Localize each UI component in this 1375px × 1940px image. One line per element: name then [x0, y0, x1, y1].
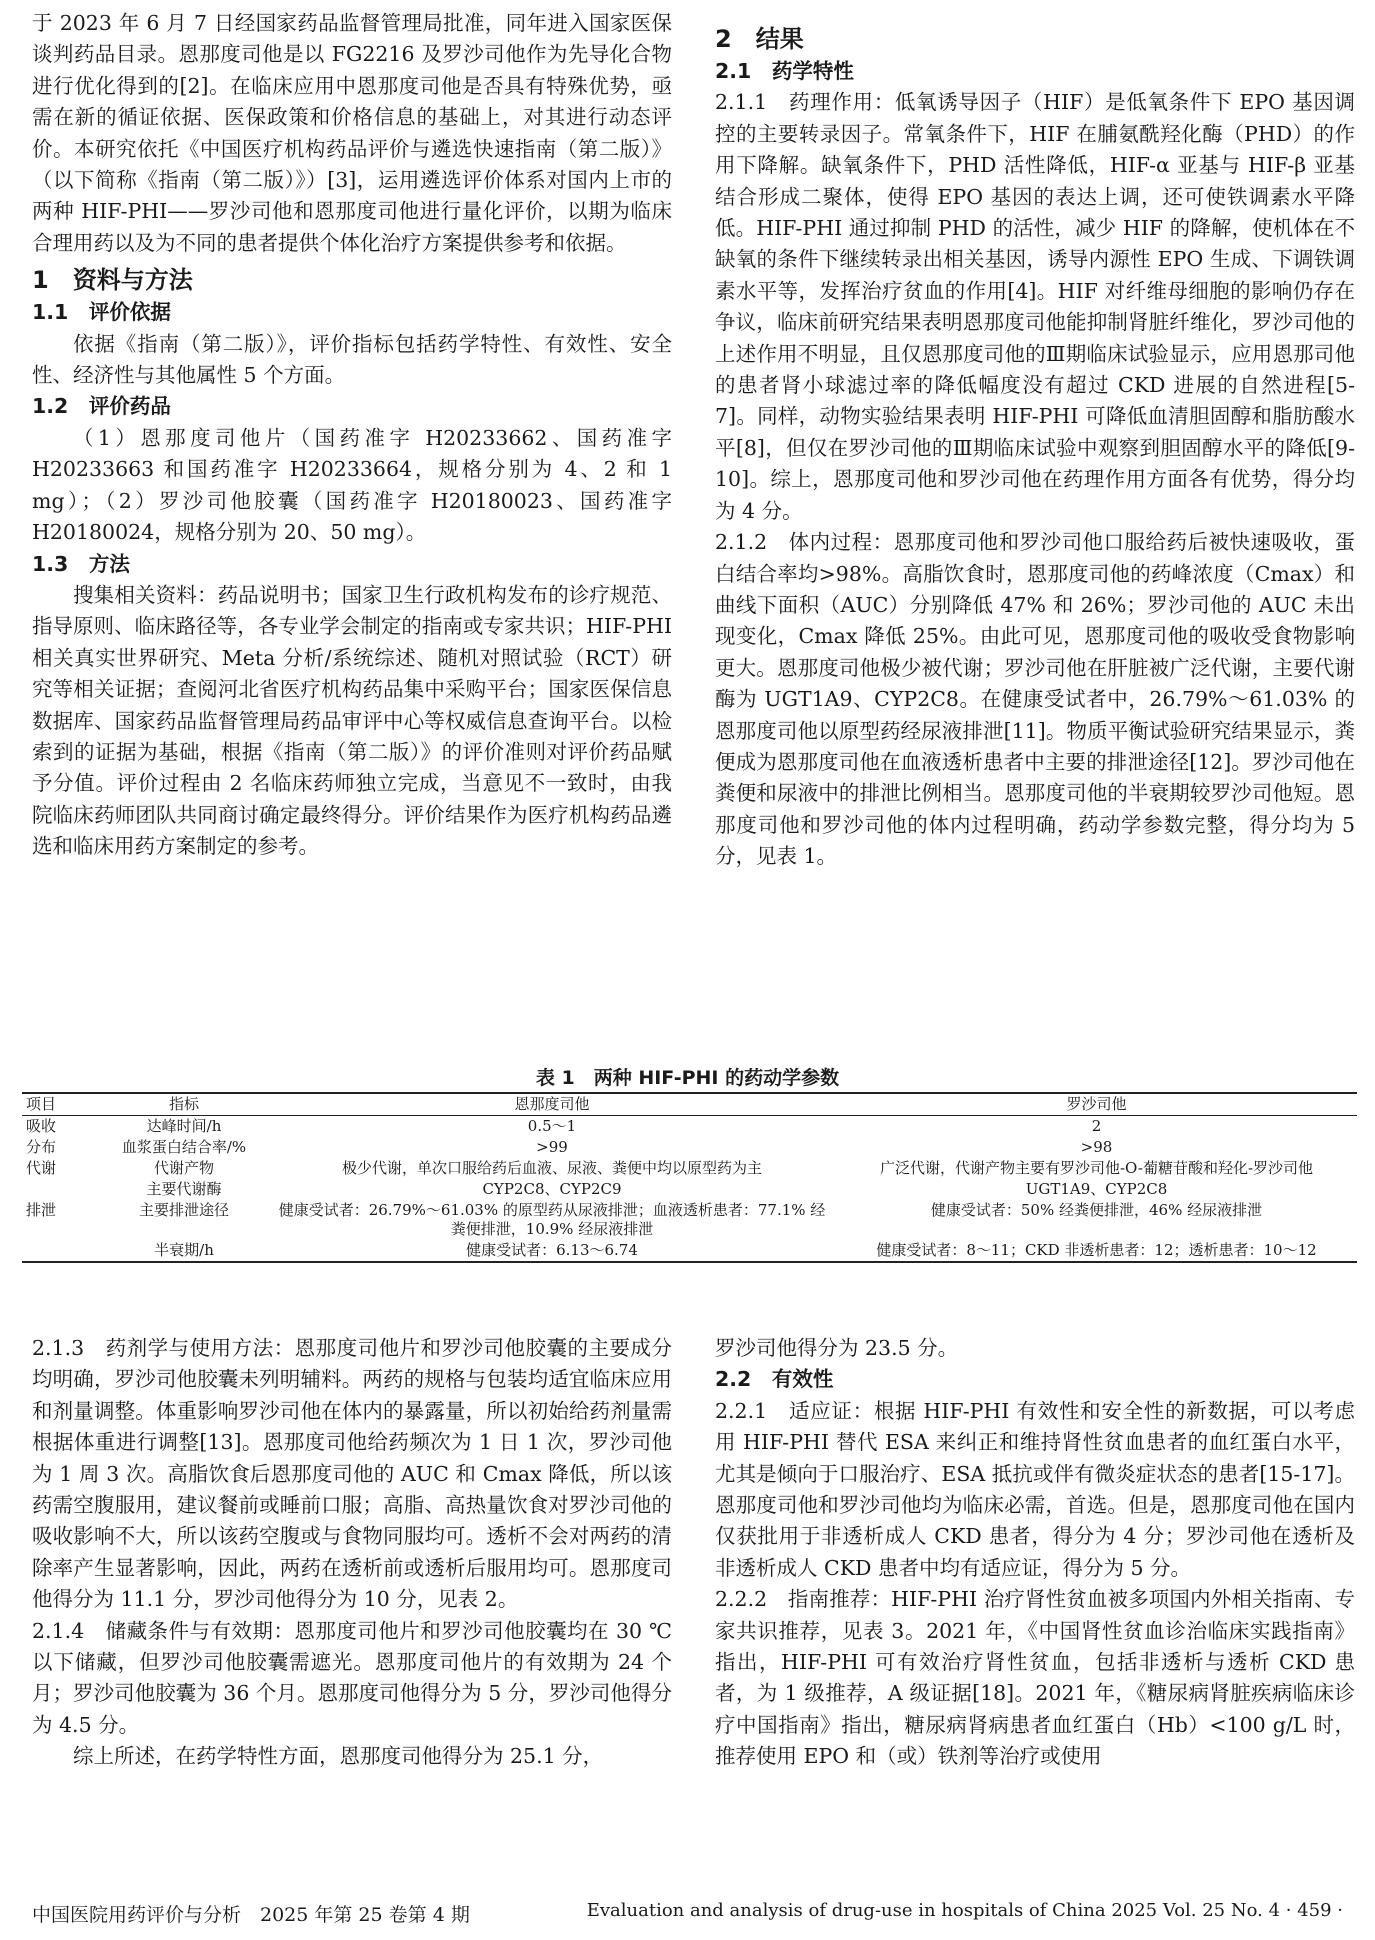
- left-column-bottom: [32, 1333, 672, 1773]
- section-2-1-3-body: 2.1.3 药剂学与使用方法：恩那度司他片和罗沙司他胶囊的主要成分均明确，罗沙司他胶囊未列明辅料。两药的规格与包装均适宜临床应用和剂量调整。体重影响罗沙司他在体内的暴露量，所以初始给药剂量需根据体重进行调整[13]。恩那度司他给药频次为 1 日 1 次，罗沙司他为 1 周 3 次。高脂饮食后恩那度司他的 AUC 和 Cmax 降低，所以该药需空腹服用，建议餐前或睡前口服；高脂、高热量饮食对罗沙司他的吸收影响不大，所以该药空腹或与食物同服均可。透析不会对两药的清除率产生显著影响，因此，两药在透析前或透析后服用均可。恩那度司他得分为 11.1 分，罗沙司他得分为 10 分，见表 2。: [32, 1336, 672, 1612]
- summary-paragraph: 综上所述，在药学特性方面，恩那度司他得分为 25.1 分，: [73, 1744, 604, 1769]
- table-cell: 健康受试者：8～11；CKD 非透析患者：12；透析患者：10～12: [836, 1240, 1357, 1262]
- table-1-caption: 表 1 两种 HIF-PHI 的药动学参数: [535, 1067, 840, 1089]
- section-1-heading: 1 资料与方法: [32, 266, 193, 295]
- table-cell: 主要代谢酶: [146, 1180, 222, 1198]
- summary-continuation: 罗沙司他得分为 23.5 分。: [715, 1336, 959, 1360]
- table-cell: 分布: [26, 1138, 57, 1156]
- section-1-1-body: 依据《指南（第二版）》，评价指标包括药学特性、有效性、安全性、经济性与其他属性 5 个方面。: [32, 331, 672, 388]
- section-2-2-heading: 2.2 有效性: [715, 1367, 834, 1392]
- table-cell: UGT1A9、CYP2C8: [1025, 1180, 1168, 1198]
- table-cell: 广泛代谢，代谢产物主要有罗沙司他-O-葡糖苷酸和羟化-罗沙司他: [879, 1159, 1314, 1177]
- table-1: [22, 1092, 1357, 1263]
- section-2-2-1-body: 2.2.1 适应证：根据 HIF-PHI 有效性和安全性的新数据，可以考虑用 HIF-PHI 替代 ESA 来纠正和维持肾性贫血患者的血红蛋白水平，尤其是倾向于口服治疗、ESA 抵抗或伴有微炎症状态的患者[15-17]。恩那度司他和罗沙司他均为临床必需，首选。但是，恩那度司他在国内仅获批用于非透析成人 CKD 患者，得分为 4 分；罗沙司他在透析及非透析成人 CKD 患者中均有适应证，得分为 5 分。: [715, 1398, 1355, 1580]
- table-row: [22, 1158, 1357, 1179]
- section-1-3-body: 搜集相关资料：药品说明书；国家卫生行政机构发布的诊疗规范、指导原则、临床路径等，各专业学会制定的指南或专家共识；HIF-PHI 相关真实世界研究、Meta 分析/系统综述、随机对照试验（RCT）研究等相关证据；查阅河北省医疗机构药品集中采购平台；国家医保信息数据库、国家药品监督管理局药品审评中心等权威信息查询平台。以检索到的证据为基础，根据《指南（第二版）》的评价准则对评价药品赋予分值。评价过程由 2 名临床药师独立完成，当意见不一致时，由我院临床药师团队共同商讨确定最终得分。评价结果作为医疗机构药品遴选和临床用药方案制定的参考。: [32, 582, 672, 859]
- table-header-cell: 项目: [22, 1093, 100, 1116]
- intro-paragraph: 于 2023 年 6 月 7 日经国家药品监督管理局批准，同年进入国家医保谈判药品目录。恩那度司他是以 FG2216 及罗沙司他作为先导化合物进行优化得到的[2]。在临床应用中恩那度司他是否具有特殊优势，亟需在新的循证依据、医保政策和价格信息的基础上，对其进行动态评价。本研究依托《中国医疗机构药品评价与遴选快速指南（第二版）》（以下简称《指南（第二版）》）[3]，运用遴选评价体系对国内上市的两种 HIF-PHI——罗沙司他和恩那度司他进行量化评价，以期为临床合理用药以及为不同的患者提供个体化治疗方案提供参考和依据。: [32, 11, 672, 255]
- table-cell: 0.5～1: [527, 1117, 577, 1135]
- table-cell: 代谢产物: [153, 1159, 214, 1177]
- table-header-cell: 指标: [100, 1093, 268, 1116]
- table-cell: 代谢: [26, 1159, 57, 1177]
- section-1-2-heading: 1.2 评价药品: [32, 394, 171, 419]
- table-cell: CYP2C8、CYP2C9: [482, 1180, 622, 1198]
- table-cell: 半衰期/h: [100, 1240, 268, 1262]
- table-row: [22, 1200, 1357, 1240]
- table-cell: 血浆蛋白结合率/%: [121, 1138, 247, 1156]
- section-2-1-heading: 2.1 药学特性: [715, 59, 854, 83]
- table-cell: 2: [1091, 1117, 1102, 1135]
- table-cell: 主要排泄途径: [138, 1201, 229, 1219]
- table-row: [22, 1179, 1357, 1200]
- right-column-top: [715, 18, 1355, 873]
- section-2-1-4-body: 2.1.4 储藏条件与有效期：恩那度司他片和罗沙司他胶囊均在 30 ℃以下储藏，但罗沙司他胶囊需遮光。恩那度司他片的有效期为 24 个月；罗沙司他胶囊为 36 个月。恩那度司他得分为 5 分，罗沙司他得分为 4.5 分。: [32, 1618, 672, 1737]
- journal-footer-english: Evaluation and analysis of drug-use in hospitals of China 2025 Vol. 25 No. 4 · 459 ·: [586, 1900, 1343, 1921]
- table-cell: 排泄: [26, 1201, 57, 1219]
- section-1-3-heading: 1.3 方法: [32, 551, 130, 576]
- journal-footer-chinese: 中国医院用药评价与分析 2025 年第 25 卷第 4 期: [32, 1904, 470, 1926]
- table-cell: 健康受试者：50% 经粪便排泄，46% 经尿液排泄: [930, 1201, 1263, 1219]
- table-header-cell: 恩那度司他: [268, 1093, 836, 1116]
- table-cell: 极少代谢，单次口服给药后血液、尿液、粪便中均以原型药为主: [341, 1159, 762, 1177]
- section-1-2-body: （1）恩那度司他片（国药准字 H20233662、国药准字 H20233663 和国药准字 H20233664，规格分别为 4、2 和 1 mg）；（2）罗沙司他胶囊（国药准字 H20180023、国药准字 H20180024，规格分别为 20、50 mg）。: [32, 425, 672, 545]
- section-2-2-2-body: 2.2.2 指南推荐：HIF-PHI 治疗肾性贫血被多项国内外相关指南、专家共识推荐，见表 3。2021 年，《中国肾性贫血诊治临床实践指南》指出，HIF-PHI 可有效治疗肾性贫血，包括非透析与透析 CKD 患者，为 1 级推荐，A 级证据[18]。2021 年，《糖尿病肾脏疾病临床诊疗中国指南》指出，糖尿病肾病患者血红蛋白（Hb）<100 g/L 时，推荐使用 EPO 和（或）铁剂等治疗或使用: [715, 1587, 1355, 1769]
- table-cell: [22, 1240, 100, 1262]
- left-column-top: [32, 8, 672, 863]
- right-column-bottom: [715, 1333, 1355, 1773]
- table-header-row: [22, 1093, 1357, 1116]
- table-cell: 健康受试者：26.79%～61.03% 的原型药从尿液排泄；血液透析患者：77.1% 经粪便排泄，10.9% 经尿液排泄: [278, 1201, 826, 1238]
- table-cell: 健康受试者：6.13～6.74: [268, 1240, 836, 1262]
- table-row: [22, 1137, 1357, 1158]
- table-cell: >99: [536, 1138, 568, 1156]
- table-row: [22, 1240, 1357, 1262]
- table-row: [22, 1116, 1357, 1138]
- table-cell: >98: [1080, 1138, 1113, 1156]
- table-cell: [22, 1179, 100, 1200]
- table-cell: 达峰时间/h: [146, 1117, 222, 1135]
- section-2-1-1-body: 2.1.1 药理作用：低氧诱导因子（HIF）是低氧条件下 EPO 基因调控的主要转录因子。常氧条件下，HIF 在脯氨酰羟化酶（PHD）的作用下降解。缺氧条件下，PHD 活性降低，HIF-α 亚基与 HIF-β 亚基结合形成二聚体，使得 EPO 基因的表达上调，还可使铁调素水平降低。HIF-PHI 通过抑制 PHD 的活性，减少 HIF 的降解，使机体在不缺氧的条件下继续转录出相关基因，诱导内源性 EPO 生成、下调铁调素水平等，发挥治疗贫血的作用[4]。HIF 对纤维母细胞的影响仍存在争议，临床前研究结果表明恩那度司他能抑制肾脏纤维化，罗沙司他的上述作用不明显，且仅恩那度司他的Ⅲ期临床试验显示，应用恩那司他的患者肾小球滤过率的降低幅度没有超过 CKD 进展的自然进程[5-7]。同样，动物实验结果表明 HIF-PHI 可降低血清胆固醇和脂肪酸水平[8]，但仅在罗沙司他的Ⅲ期临床试验中观察到胆固醇水平的降低[9-10]。综上，恩那度司他和罗沙司他在药理作用方面各有优势，得分均为 4 分。: [715, 90, 1355, 523]
- table-cell: 吸收: [26, 1117, 57, 1135]
- section-2-1-2-body: 2.1.2 体内过程：恩那度司他和罗沙司他口服给药后被快速吸收，蛋白结合率均>98%。高脂饮食时，恩那度司他的药峰浓度（Cmax）和曲线下面积（AUC）分别降低 47% 和 26%；罗沙司他的 AUC 未出现变化，Cmax 降低 25%。由此可见，恩那度司他的吸收受食物影响更大。恩那度司他极少被代谢；罗沙司他在肝脏被广泛代谢，主要代谢酶为 UGT1A9、CYP2C8。在健康受试者中，26.79%～61.03% 的恩那度司他以原型药经尿液排泄[11]。物质平衡试验研究结果显示，粪便成为恩那度司他在血液透析患者中主要的排泄途径[12]。罗沙司他在粪便和尿液中的排泄比例相当。恩那度司他的半衰期较罗沙司他短。恩那度司他和罗沙司他的体内过程明确，药动学参数完整，得分均为 5 分，见表 1。: [715, 530, 1355, 869]
- table-header-cell: 罗沙司他: [836, 1093, 1357, 1116]
- section-1-1-heading: 1.1 评价依据: [32, 300, 171, 325]
- section-2-heading: 2 结果: [715, 25, 804, 53]
